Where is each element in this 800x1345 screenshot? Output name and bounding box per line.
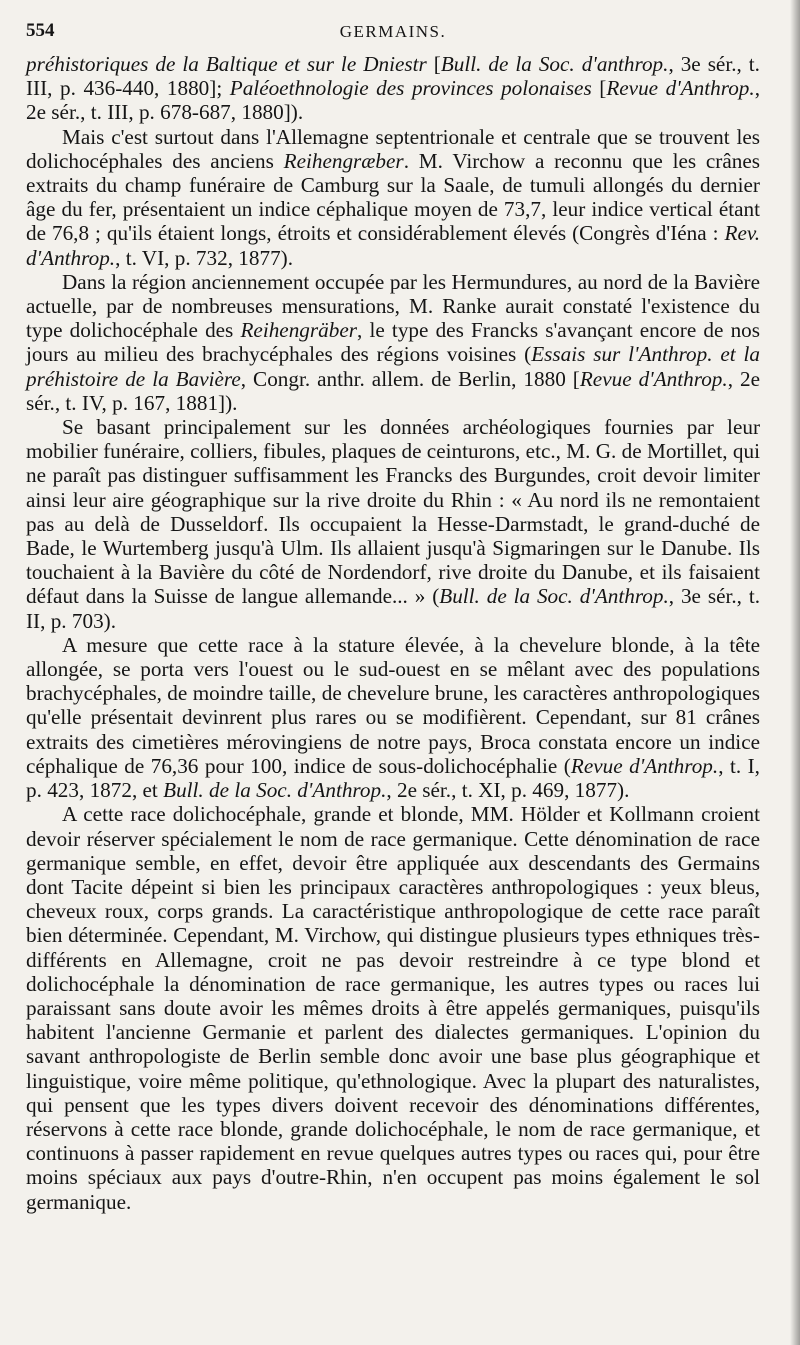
text-run: , t. I, p. 423, 1872, et <box>26 753 760 803</box>
italic-citation: Reihengräber <box>240 318 357 343</box>
text-run: A cette race dolichocéphale, grande et blonde, MM. Hölder et Kollmann croient devoir réserver spécialement le nom de race germanique. Cette dénomination de race germanique semble, en effet, devoir être appliquée aux descendants des Germains dont Tacite dépeint si bien les principaux caractères anthropologiques : yeux bleus, cheveux roux, corps grands. La caractéristique anthropologique de cette race paraît bien déterminée. Cependant, M. Virchow, qui distingue plusieurs types ethniques très-différents en Allemagne, croit ne pas devoir restreindre à ce type blond et dolichocéphale la dénomination de race germanique, les autres types ou races lui paraissant sans doute avoir les mêmes droits à être appelés germaniques, puisqu'ils habitent l'ancienne Germanie et parlent des dialectes germaniques. L'opinion du savant anthropologiste de Berlin semble donc avoir une base plus géographique et linguistique, voire même politique, qu'ethnologique. Avec la plupart des naturalistes, qui pensent que les types divers doivent recevoir des dénominations différentes, réservons à cette race blonde, grande dolichocéphale, le nom de race germanique, et continuons à passer rapidement en revue quelques autres types ou races qui, pour être moins spéciaux aux pays d'outre-Rhin, n'en occupent pas moins également le sol germanique. <box>26 802 760 1214</box>
italic-citation: Reihengræber <box>283 148 404 173</box>
paragraph <box>26 802 760 1213</box>
text-run: , 2e sér., t. III, p. 678-687, 1880]). <box>26 76 760 125</box>
text-run: , 2e sér., t. XI, p. 469, 1877). <box>386 778 630 803</box>
text-run: [ <box>591 76 607 101</box>
running-head: GERMAINS. <box>339 22 447 41</box>
page-number: 554 <box>26 20 55 41</box>
italic-citation: préhistoriques de la Baltique et sur le Dniestr <box>26 52 427 76</box>
text-run: , le type des Francks s'avançant encore de nos jours au milieu des brachycéphales des régions voisines ( <box>26 318 760 367</box>
italic-citation: Essais sur l'Anthrop. et la préhistoire de la Bavière <box>26 342 760 391</box>
italic-citation: Bull. de la Soc. d'anthrop. <box>440 52 669 76</box>
italic-citation: Revue d'Anthrop. <box>579 366 728 391</box>
paragraph <box>26 633 760 802</box>
text-run: Dans la région anciennement occupée par les Hermundures, au nord de la Bavière actuelle, par de nombreuses mensurations, M. Ranke aurait constaté l'existence du type dolichocéphale des <box>26 269 760 343</box>
italic-citation: Paléoethnologie des provinces polonaises <box>229 76 592 101</box>
text-run: , 3e sér., t. III, p. 436-440, 1880]; <box>26 52 760 101</box>
text-run: , 2e sér., t. IV, p. 167, 1881]). <box>26 366 760 415</box>
page-edge-shadow <box>790 0 800 1345</box>
text-run: Mais c'est surtout dans l'Allemagne septentrionale et centrale que se trouvent les dolichocéphales des anciens <box>26 124 760 173</box>
text-run: A mesure que cette race à la stature élevée, à la chevelure blonde, à la tête allongée, se porta vers l'ouest ou le sud-ouest en se mêlant avec des populations brachycéphales, de moindre taille, de chevelure brune, les caractères anthropologiques qu'elle présentait devinrent plus rares ou se modifièrent. Cependant, sur 81 crânes extraits des cimetières mérovingiens de notre pays, Broca constata encore un indice céphalique de 76,36 pour 100, indice de sous-dolichocéphalie ( <box>26 632 760 778</box>
text-run: [ <box>426 52 441 76</box>
text-run: , Congr. anthr. allem. de Berlin, 1880 [ <box>240 366 580 391</box>
italic-citation: Revue d'Anthrop. <box>606 76 755 101</box>
italic-citation: Revue d'Anthrop. <box>570 753 719 778</box>
paragraph <box>26 270 760 415</box>
paragraph <box>26 52 760 125</box>
paragraph <box>26 415 760 633</box>
italic-citation: Bull. de la Soc. d'Anthrop. <box>439 584 669 609</box>
body-text <box>26 52 760 1214</box>
paragraph <box>26 125 760 270</box>
text-run: . M. Virchow a reconnu que les crânes extraits du champ funéraire de Camburg sur la Saale, de tumuli allongés du dernier âge du fer, présentaient un indice céphalique moyen de 73,7, leur indice vertical étant de 76,8 ; qu'ils étaient longs, étroits et considérablement élevés (Congrès d'Iéna : <box>26 148 760 246</box>
text-run: , 3e sér., t. II, p. 703). <box>26 584 761 633</box>
text-run: , t. VI, p. 732, 1877). <box>115 245 294 270</box>
page-header <box>26 18 760 52</box>
italic-citation: Bull. de la Soc. d'Anthrop. <box>163 778 387 803</box>
italic-citation: Rev. d'Anthrop. <box>26 221 760 270</box>
text-run: Se basant principalement sur les données archéologiques fournies par leur mobilier funéraire, colliers, fibules, plaques de ceinturons, etc., M. G. de Mortillet, qui ne paraît pas distinguer suffisamment les Francks des Burgundes, croit devoir limiter ainsi leur aire géographique sur la rive droite du Rhin : « Au nord ils ne remontaient pas au delà de Dusseldorf. Ils occupaient la Hesse-Darmstadt, le grand-duché de Bade, le Wurtemberg jusqu'à Ulm. Ils allaient jusqu'à Sigmaringen sur le Danube. Ils touchaient à la Bavière du côté de Nordendorf, rive droite du Danube, et ils faisaient défaut dans la Suisse de langue allemande... » ( <box>26 415 760 609</box>
